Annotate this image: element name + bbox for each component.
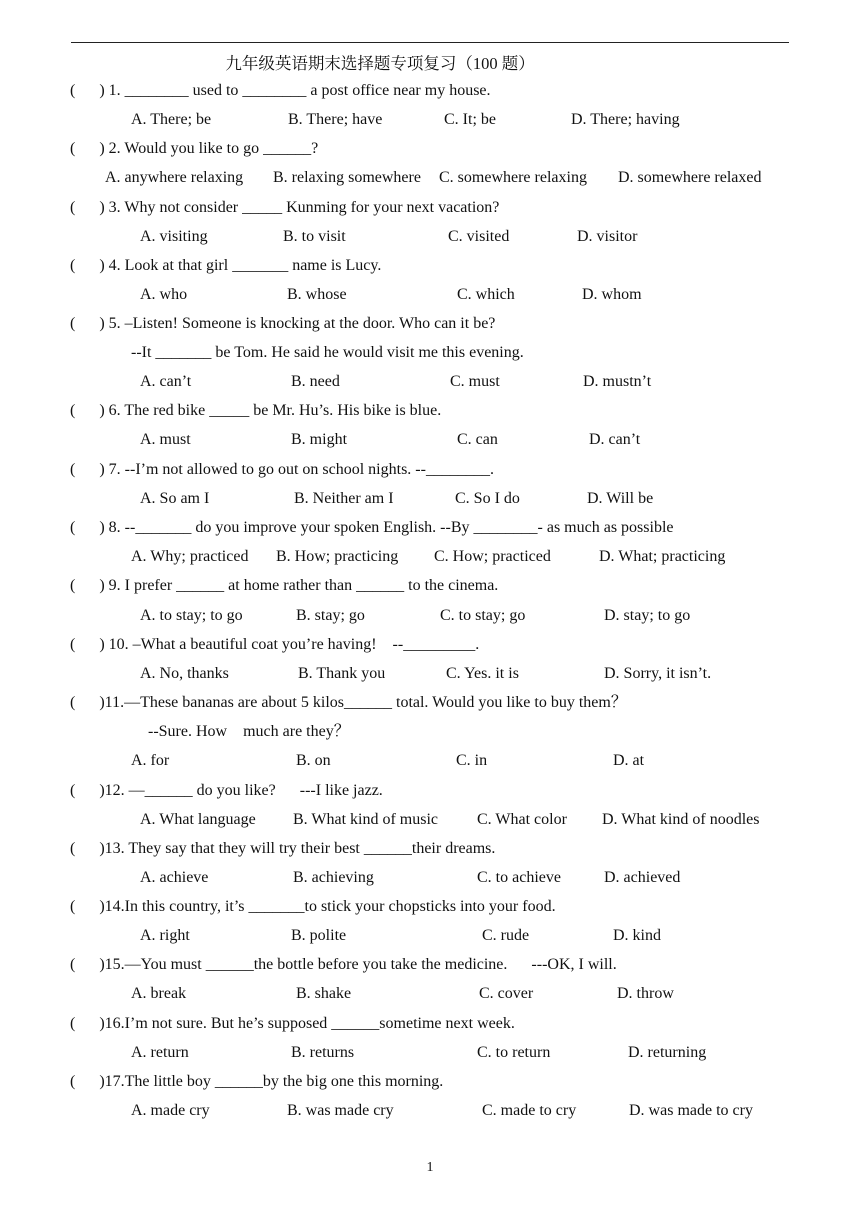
question-stem-continued: --It _______ be Tom. He said he would visit me this evening. xyxy=(131,344,524,361)
option-d: D. stay; to go xyxy=(604,607,691,624)
option-c: C. So I do xyxy=(455,490,520,507)
option-d: D. returning xyxy=(628,1044,707,1061)
option-d: D. visitor xyxy=(577,228,638,245)
question-stem: ( ) 6. The red bike _____ be Mr. Hu’s. His bike is blue. xyxy=(70,402,442,419)
option-b: B. returns xyxy=(291,1044,355,1061)
option-b: B. to visit xyxy=(283,228,346,245)
option-b: B. on xyxy=(296,752,331,769)
option-c: C. What color xyxy=(477,811,567,828)
option-c: C. in xyxy=(456,752,488,769)
question-stem: ( ) 9. I prefer ______ at home rather than ______ to the cinema. xyxy=(70,577,499,594)
option-c: C. rude xyxy=(482,927,530,944)
option-b: B. What kind of music xyxy=(293,811,439,828)
question-stem: ( )15.—You must ______the bottle before you take the medicine. ---OK, I will. xyxy=(70,956,617,973)
option-b: B. shake xyxy=(296,985,352,1002)
question-stem: ( )11.—These bananas are about 5 kilos______ total. Would you like to buy them？ xyxy=(70,694,627,711)
option-a: A. right xyxy=(140,927,190,944)
option-d: D. somewhere relaxed xyxy=(618,169,762,186)
option-b: B. polite xyxy=(291,927,347,944)
option-a: A. can’t xyxy=(140,373,192,390)
option-c: C. cover xyxy=(479,985,534,1002)
option-a: A. visiting xyxy=(140,228,208,245)
question-stem: ( ) 1. ________ used to ________ a post office near my house. xyxy=(70,82,491,99)
option-d: D. throw xyxy=(617,985,674,1002)
option-b: B. might xyxy=(291,431,348,448)
option-d: D. can’t xyxy=(589,431,641,448)
option-b: B. Thank you xyxy=(298,665,386,682)
option-d: D. was made to cry xyxy=(629,1102,753,1119)
option-d: D. What kind of noodles xyxy=(602,811,760,828)
option-c: C. It; be xyxy=(444,111,496,128)
option-b: B. Neither am I xyxy=(294,490,394,507)
option-a: A. What language xyxy=(140,811,256,828)
option-d: D. kind xyxy=(613,927,661,944)
header-rule xyxy=(71,42,789,43)
option-d: D. at xyxy=(613,752,645,769)
option-c: C. to return xyxy=(477,1044,551,1061)
option-b: B. was made cry xyxy=(287,1102,394,1119)
option-a: A. return xyxy=(131,1044,189,1061)
question-stem: ( ) 8. --_______ do you improve your spoken English. --By ________- as much as possible xyxy=(70,519,674,536)
question-stem: ( )16.I’m not sure. But he’s supposed ______sometime next week. xyxy=(70,1015,515,1032)
option-b: B. need xyxy=(291,373,340,390)
option-c: C. which xyxy=(457,286,515,303)
option-a: A. made cry xyxy=(131,1102,210,1119)
option-a: A. No, thanks xyxy=(140,665,229,682)
question-stem: ( )13. They say that they will try their best ______their dreams. xyxy=(70,840,496,857)
option-b: B. There; have xyxy=(288,111,383,128)
page-title: 九年级英语期末选择题专项复习（100 题） xyxy=(225,54,535,73)
question-stem: ( ) 7. --I’m not allowed to go out on school nights. --________. xyxy=(70,461,494,478)
question-stem: ( ) 2. Would you like to go ______? xyxy=(70,140,319,157)
option-c: C. to achieve xyxy=(477,869,561,886)
option-b: B. achieving xyxy=(293,869,374,886)
question-stem: ( )14.In this country, it’s _______to stick your chopsticks into your food. xyxy=(70,898,556,915)
option-a: A. break xyxy=(131,985,187,1002)
option-a: A. anywhere relaxing xyxy=(105,169,244,186)
option-b: B. stay; go xyxy=(296,607,365,624)
option-c: C. somewhere relaxing xyxy=(439,169,587,186)
option-c: C. made to cry xyxy=(482,1102,577,1119)
question-stem: ( )12. —______ do you like? ---I like jazz. xyxy=(70,782,383,799)
option-c: C. How; practiced xyxy=(434,548,551,565)
option-b: B. whose xyxy=(287,286,347,303)
option-d: D. There; having xyxy=(571,111,680,128)
option-c: C. to stay; go xyxy=(440,607,526,624)
option-d: D. mustn’t xyxy=(583,373,652,390)
option-a: A. for xyxy=(131,752,170,769)
option-a: A. achieve xyxy=(140,869,209,886)
option-d: D. achieved xyxy=(604,869,681,886)
option-c: C. visited xyxy=(448,228,510,245)
option-a: A. Why; practiced xyxy=(131,548,249,565)
option-a: A. So am I xyxy=(140,490,210,507)
option-a: A. to stay; to go xyxy=(140,607,243,624)
question-stem: ( ) 3. Why not consider _____ Kunming for your next vacation? xyxy=(70,199,500,216)
option-b: B. How; practicing xyxy=(276,548,399,565)
option-d: D. Sorry, it isn’t. xyxy=(604,665,712,682)
option-d: D. Will be xyxy=(587,490,654,507)
option-a: A. There; be xyxy=(131,111,212,128)
option-a: A. who xyxy=(140,286,188,303)
question-stem: ( ) 5. –Listen! Someone is knocking at the door. Who can it be? xyxy=(70,315,496,332)
question-stem-continued: --Sure. How much are they？ xyxy=(148,723,350,740)
option-d: D. whom xyxy=(582,286,642,303)
option-b: B. relaxing somewhere xyxy=(273,169,421,186)
option-a: A. must xyxy=(140,431,191,448)
question-stem: ( )17.The little boy ______by the big one this morning. xyxy=(70,1073,444,1090)
option-c: C. Yes. it is xyxy=(446,665,519,682)
option-c: C. must xyxy=(450,373,500,390)
page-number: 1 xyxy=(426,1160,434,1175)
option-c: C. can xyxy=(457,431,498,448)
question-stem: ( ) 4. Look at that girl _______ name is Lucy. xyxy=(70,257,382,274)
option-d: D. What; practicing xyxy=(599,548,726,565)
question-stem: ( ) 10. –What a beautiful coat you’re having! --_________. xyxy=(70,636,480,653)
